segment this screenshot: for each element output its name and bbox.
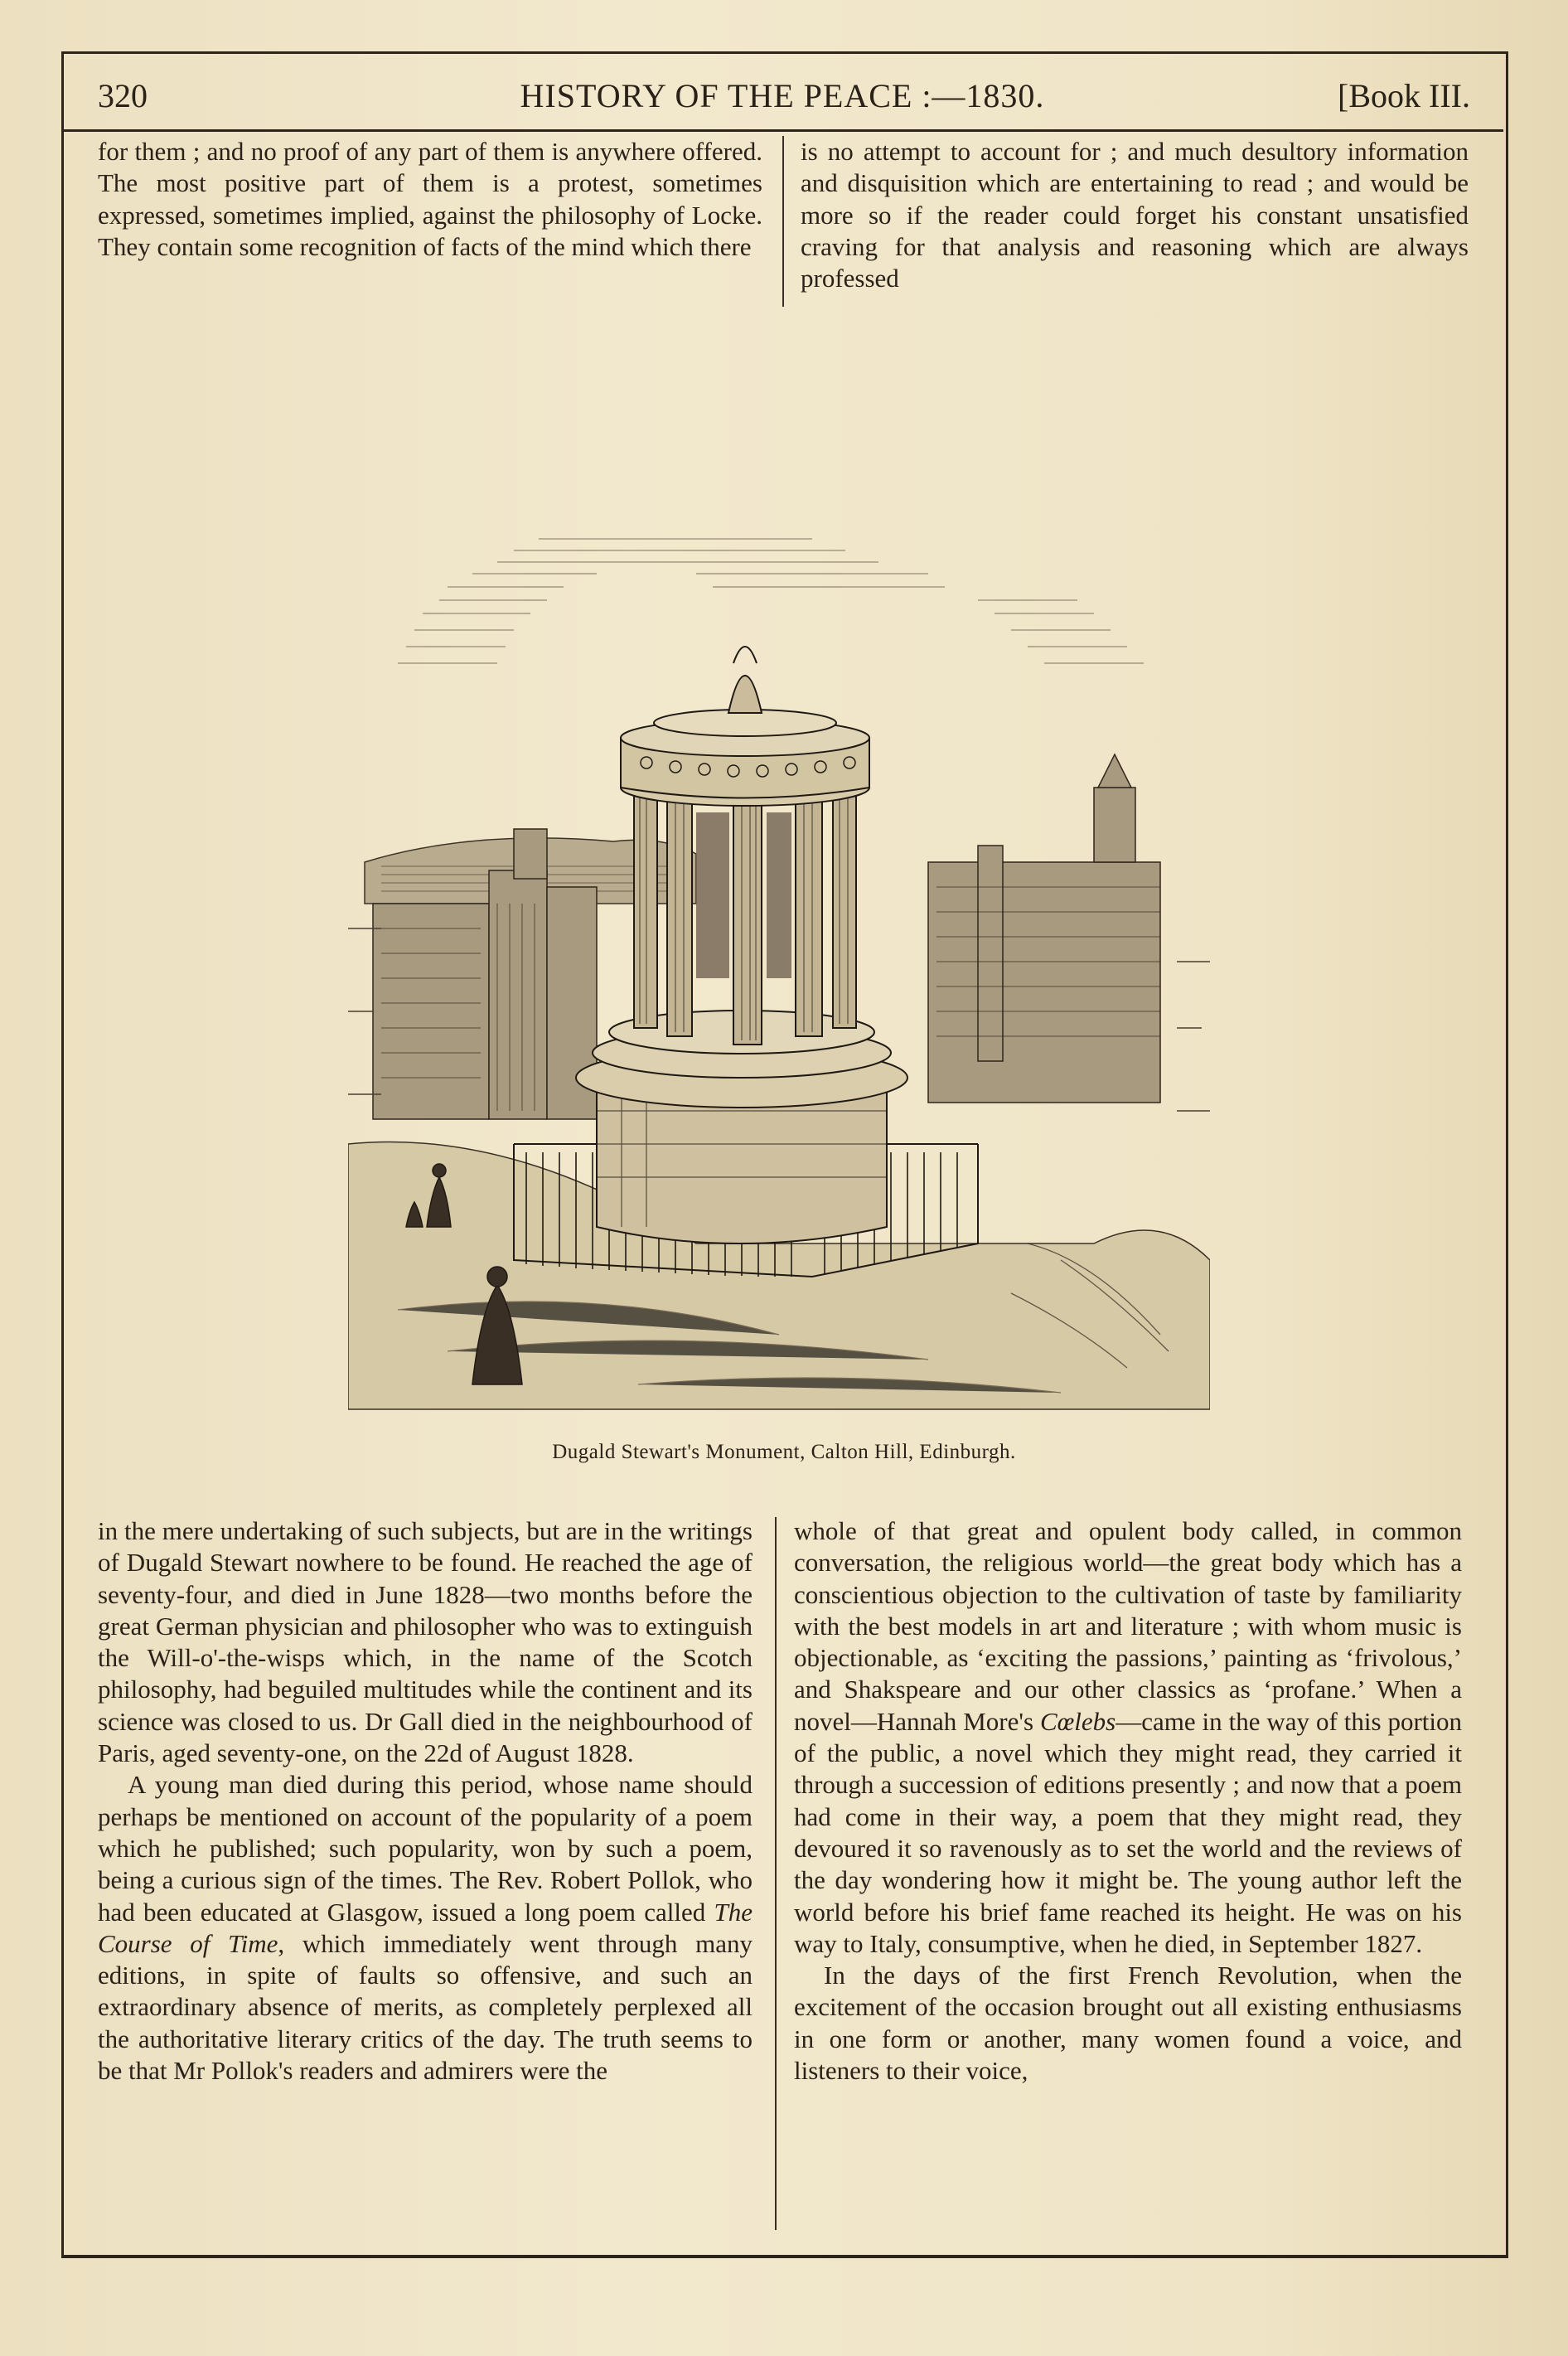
paragraph — [98, 1769, 753, 2087]
poem-title: The Course of Time — [98, 1897, 753, 1958]
paragraph: In the days of the first French Revolution, when the excitement of the occasion brought out all existing enthusiasms in one form or another, many women found a voice, and listeners to their voice, — [794, 1961, 1462, 2086]
figure-caption: Dugald Stewart's Monument, Calton Hill, Edinburgh. — [552, 1441, 1016, 1463]
bottom-left-column — [98, 1515, 753, 2087]
running-title: HISTORY OF THE PEACE :—1830. — [520, 77, 1045, 114]
paragraph: for them ; and no proof of any part of them is anywhere offered. The most positive part of them is a protest, sometimes expressed, sometimes implied, against the philosophy of Locke. They contain some recognition of facts of the mind which there — [98, 137, 762, 261]
top-left-column — [98, 136, 762, 263]
column-divider — [775, 1517, 777, 2230]
paragraph — [794, 1515, 1462, 1960]
bottom-rule — [61, 2257, 1508, 2258]
novel-title: Cœlebs — [1039, 1706, 1116, 1736]
top-right-column — [801, 136, 1469, 294]
bottom-right-column — [794, 1515, 1462, 2087]
paragraph-text: —came in the way of this portion of the public, a novel which they might read, they carried it through a succession of editions presently ; and now that a poem had come in their way, a poem that they might read, they devoured it so ravenously as to set the world and the reviews of the day wondering how it might be. The young author left the world before his brief fame reached its height. He was on his way to Italy, consumptive, when he died, in September 1827. — [794, 1706, 1462, 1958]
book-label: [Book III. — [1338, 77, 1470, 114]
paragraph-text: A young man died during this period, whose name should perhaps be mentioned on account of the popularity of a poem which he published; such popularity, won by such a poem, being a curious sign of the times. The Rev. Robert Pollok, who had been educated at Glasgow, issued a long poem called — [98, 1770, 753, 1927]
paragraph-text: whole of that great and opulent body called, in common conversation, the religious world—the great body which has a conscientious objection to the cultivation of taste by familiarity with the best models in art and literature ; with whom music is objectionable, as ‘exciting the passions,’ painting as ‘frivolous,’ and Shakspeare and our other classics as ‘profane.’ When a novel—Hannah More's — [794, 1516, 1462, 1736]
monument-engraving — [348, 514, 1210, 1426]
page-number: 320 — [98, 77, 148, 114]
paragraph: in the mere undertaking of such subjects, but are in the writings of Dugald Stewart nowhere to be found. He reached the age of seventy-four, and died in June 1828—two months before the great German physician and philosopher who was to extinguish the Will-o'-the-wisps which, in the name of the Scotch philosophy, had beguiled multitudes while the continent and its science was closed to us. Dr Gall died in the neighbourhood of Paris, aged seventy-one, on the 22d of August 1828. — [98, 1516, 753, 1768]
paragraph-text: , which immediately went through many editions, in spite of faults so offensive, and such an extraordinary absence of merits, as completely perplexed all the authoritative literary critics of the day. The truth seems to be that Mr Pollok's readers and admirers were the — [98, 1928, 753, 2086]
column-divider — [782, 136, 784, 307]
paragraph: is no attempt to account for ; and much desultory information and disquisition which are entertaining to read ; and would be more so if the reader could forget his constant unsatisfied craving for that analysis and reasoning which are always professed — [801, 137, 1469, 293]
running-header — [61, 51, 1503, 132]
